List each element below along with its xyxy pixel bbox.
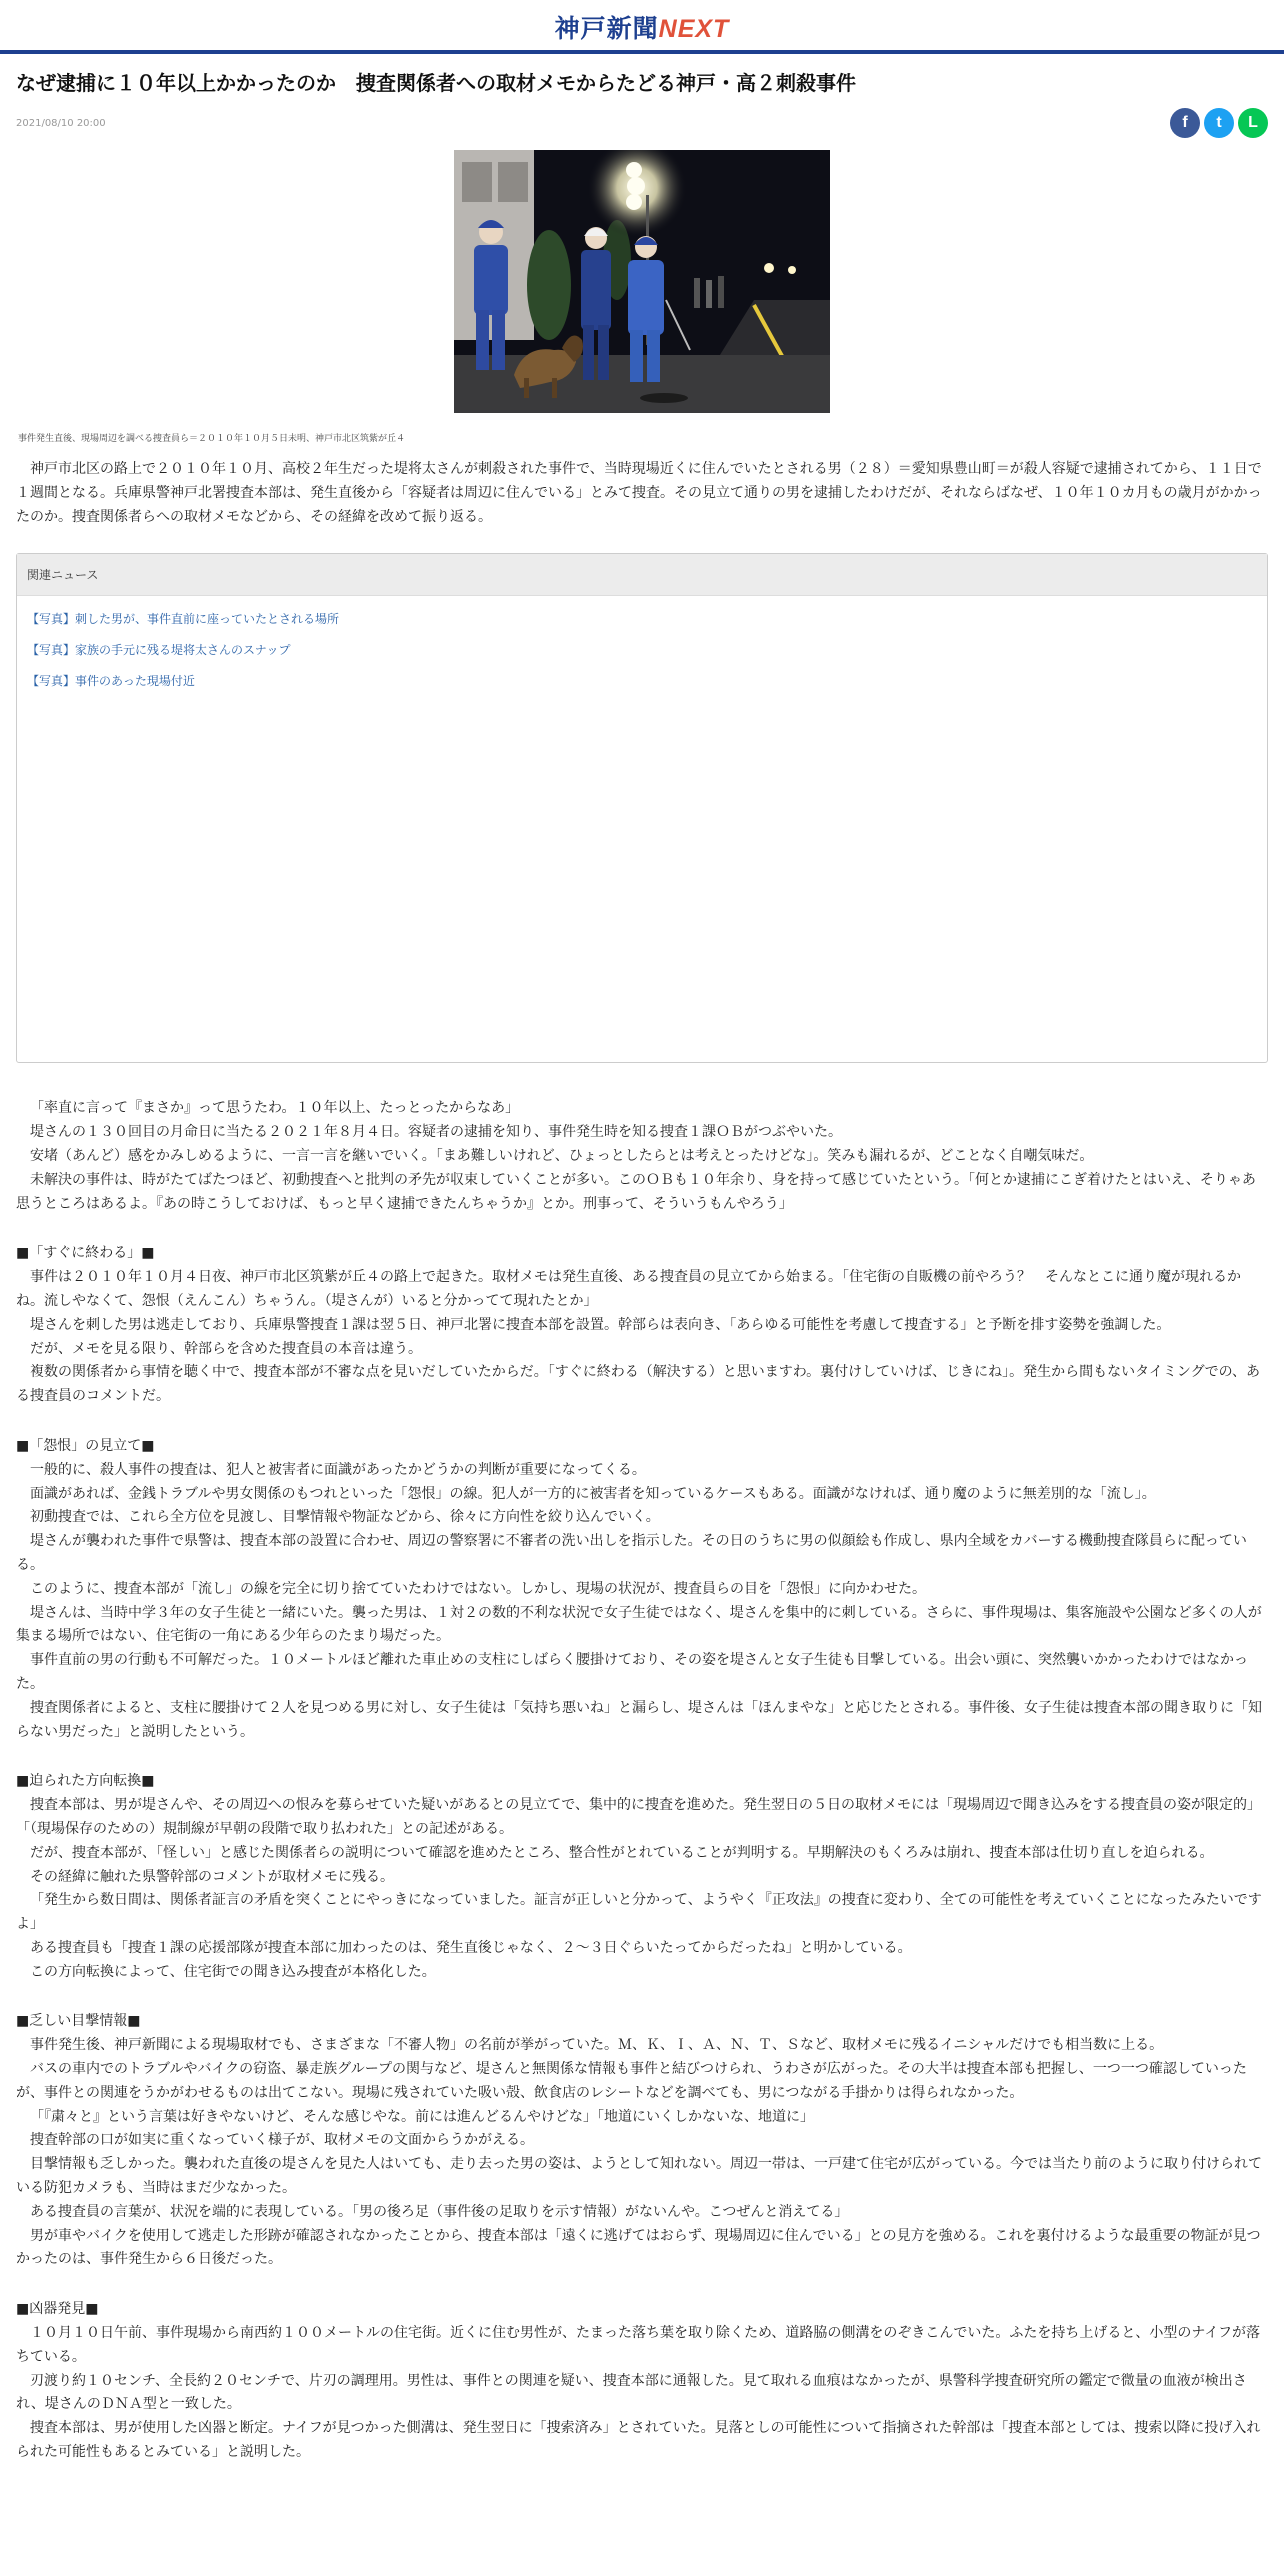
section-heading: ■「すぐに終わる」■ <box>16 1245 155 1262</box>
body-paragraph: 安堵（あんど）感をかみしめるように、一言一言を継いでいく。「まあ難しいけれど、ひょっとしたらとは考えとったけどな」。笑みも漏れるが、どことなく自嘲気味だ。 <box>30 1147 1094 1164</box>
body-paragraph: バスの車内でのトラブルやバイクの窃盗、暴走族グループの関与など、堤さんと無関係な情報も事件と結びつけられ、うわさが広がった。その大半は捜査本部も把握し、一つ一つ確認していったが、事件との関連をうかがわせるものは出てこない。現場に残されていた吸い殻、飲食店のレシートなどを調べても、男につながる手掛かりは得られなかった。 <box>16 2061 1247 2101</box>
body-paragraph: 「率直に言って『まさか』って思うたわ。１０年以上、たっとったからなあ」 <box>30 1100 520 1117</box>
body-paragraph: 事件発生後、神戸新聞による現場取材でも、さまざまな「不審人物」の名前が挙がっていた。Ｍ、Ｋ、Ｉ、Ａ、Ｎ、Ｔ、Ｓなど、取材メモに残るイニシャルだけでも相当数に上る。 <box>30 2037 1164 2054</box>
body-paragraph: ある捜査員の言葉が、状況を端的に表現している。「男の後ろ足（事件後の足取りを示す情報）がないんや。こつぜんと消えてる」 <box>30 2203 849 2220</box>
section-heading: ■「怨恨」の見立て■ <box>16 1437 155 1454</box>
share-buttons <box>1170 108 1268 138</box>
article-title: なぜ逮捕に１０年以上かかったのか 捜査関係者への取材メモからたどる神戸・高２刺殺事件 <box>16 71 856 95</box>
body-paragraph: 捜査関係者によると、支柱に腰掛けて２人を見つめる男に対し、女子生徒は「気持ち悪いね」と漏らし、堤さんは「ほんまやな」と応じたとされる。事件後、女子生徒は捜査本部の聞き取りに「知らない男だった」と説明したという。 <box>16 1699 1262 1740</box>
body-paragraph: だが、メモを見る限り、幹部らを含めた捜査員の本音は違う。 <box>30 1340 422 1357</box>
twitter-share-button[interactable] <box>1204 108 1234 138</box>
related-news-heading: 関連ニュース <box>17 554 1267 596</box>
photo-caption: 事件発生直後、現場周辺を調べる捜査員ら＝２０１０年１０月５日未明、神戸市北区筑紫が丘４ <box>18 434 406 444</box>
body-paragraph: 一般的に、殺人事件の捜査は、犯人と被害者に面識があったかどうかの判断が重要になってくる。 <box>30 1461 646 1478</box>
body-paragraph: その経緯に触れた県警幹部のコメントが取材メモに残る。 <box>30 1868 394 1885</box>
section-heading: ■乏しい目撃情報■ <box>16 2013 141 2030</box>
body-paragraph: この方向転換によって、住宅街での聞き込み捜査が本格化した。 <box>30 1963 436 1980</box>
body-paragraph: 面識があれば、金銭トラブルや男女関係のもつれといった「怨恨」の線。犯人が一方的に被害者を知っているケースもある。面識がなければ、通り魔のように無差別的な「流し」。 <box>30 1485 1156 1502</box>
logo-accent: NEXT <box>658 15 730 43</box>
body-paragraph: 捜査本部は、男が使用した凶器と断定。ナイフが見つかった側溝は、発生翌日に「捜索済み」とされていた。見落としの可能性について指摘された幹部は「捜査本部としては、捜索以降に投げ入れられた可能性もあるとみている」と説明した。 <box>16 2420 1261 2461</box>
body-paragraph: 事件は２０１０年１０月４日夜、神戸市北区筑紫が丘４の路上で起きた。取材メモは発生直後、ある捜査員の見立てから始まる。「住宅街の自販機の前やろう？ そんなとこに通り魔が現れるかね。流しやなくて、怨恨（えんこん）ちゃうん。（堤さんが）いると分かってて現れたとか」 <box>16 1269 1241 1309</box>
site-header <box>0 0 1284 54</box>
related-news-box <box>16 553 1268 1063</box>
body-paragraph: 堤さんを刺した男は逃走しており、兵庫県警捜査１課は翌５日、神戸北署に捜査本部を設置。幹部らは表向き、「あらゆる可能性を考慮して捜査する」と予断を排す姿勢を強調した。 <box>30 1316 1171 1333</box>
line-share-button[interactable] <box>1238 108 1268 138</box>
night-scene-illustration <box>454 150 830 413</box>
body-paragraph: 目撃情報も乏しかった。襲われた直後の堤さんを見た人はいても、走り去った男の姿は、ようとして知れない。周辺一帯は、一戸建て住宅が広がっている。今では当たり前のように取り付けられている防犯カメラも、当時はまだ少なかった。 <box>16 2156 1262 2197</box>
article-photo[interactable] <box>454 150 830 413</box>
body-paragraph: 事件直前の男の行動も不可解だった。１０メートルほど離れた車止めの支柱にしばらく腰掛けており、その姿を堤さんと女子生徒も目撃している。出会い頭に、突然襲いかかったわけではなかった。 <box>16 1652 1248 1692</box>
article-meta <box>16 104 1268 150</box>
body-paragraph: 堤さんの１３０回目の月命日に当たる２０２１年８月４日。容疑者の逮捕を知り、事件発生時を知る捜査１課ＯＢがつぶやいた。 <box>30 1124 842 1141</box>
related-link-1[interactable]: 【写真】刺した男が、事件直前に座っていたとされる場所 <box>27 612 340 627</box>
body-paragraph: このように、捜査本部が「流し」の線を完全に切り捨てていたわけではない。しかし、現場の状況が、捜査員らの目を「怨恨」に向かわせた。 <box>30 1580 926 1597</box>
section-heading: ■凶器発見■ <box>16 2301 99 2318</box>
body-paragraph: 捜査幹部の口が如実に重くなっていく様子が、取材メモの文面からうかがえる。 <box>30 2132 534 2149</box>
section-heading: ■迫られた方向転換■ <box>16 1773 155 1790</box>
body-paragraph: 堤さんは、当時中学３年の女子生徒と一緒にいた。襲った男は、１対２の数的不利な状況で女子生徒ではなく、堤さんを集中的に刺している。さらに、事件現場は、集客施設や公園など多くの人が集まる場所ではない、住宅街の一角にある少年らのたまり場だった。 <box>16 1604 1262 1645</box>
twitter-icon: t <box>1216 114 1222 131</box>
body-paragraph: だが、捜査本部が、「怪しい」と感じた関係者らの説明について確認を進めたところ、整合性がとれていることが判明する。早期解決のもくろみは崩れ、捜査本部は仕切り直しを迫られる。 <box>30 1844 1214 1861</box>
body-paragraph: 男が車やバイクを使用して逃走した形跡が確認されなかったことから、捜査本部は「遠くに逃げてはおらず、現場周辺に住んでいる」との見方を強める。これを裏付けるような最重要の物証が見つかったのは、事件発生から６日後だった。 <box>16 2227 1261 2268</box>
body-paragraph: 「『粛々と』という言葉は好きやないけど、そんな感じやな。前には進んどるんやけどな」「地道にいくしかないな、地道に」 <box>30 2108 814 2125</box>
article-lead: 神戸市北区の路上で２０１０年１０月、高校２年生だった堤将太さんが刺殺された事件で、当時現場近くに住んでいたとされる男（２８）＝愛知県豊山町＝が殺人容疑で逮捕されてから、１１日で１週間となる。兵庫県警神戸北署捜査本部は、発生直後から「容疑者は周辺に住んでいる」とみて捜査。その見立て通りの男を逮捕したわけだが、それならばなぜ、１０年１０カ月もの歳月がかかったのか。捜査関係者らへの取材メモなどから、その経緯を改めて振り返る。 <box>16 461 1262 525</box>
body-paragraph: 刃渡り約１０センチ、全長約２０センチで、片刃の調理用。男性は、事件との関連を疑い、捜査本部に通報した。見て取れる血痕はなかったが、県警科学捜査研究所の鑑定で微量の血液が検出され、堤さんのＤＮＡ型と一致した。 <box>16 2372 1247 2413</box>
body-paragraph: 捜査本部は、男が堤さんや、その周辺への恨みを募らせていた疑いがあるとの見立てで、集中的に捜査を進めた。発生翌日の５日の取材メモには「現場周辺で聞き込みをする捜査員の姿が限定的」「（現場保存のための）規制線が早朝の段階で取り払われた」との記述がある。 <box>16 1797 1262 1837</box>
article-container <box>0 68 1284 2465</box>
body-paragraph: １０月１０日午前、事件現場から南西約１００メートルの住宅街。近くに住む男性が、たまった落ち葉を取り除くため、道路脇の側溝をのぞきこんでいた。ふたを持ち上げると、小型のナイフが落ちている。 <box>16 2325 1261 2365</box>
body-paragraph: 「発生から数日間は、関係者証言の矛盾を突くことにやっきになっていました。証言が正しいと分かって、ようやく『正攻法』の捜査に変わり、全ての可能性を考えていくことになったみたいですよ」 <box>16 1892 1262 1933</box>
related-link-3[interactable]: 【写真】事件のあった現場付近 <box>27 674 195 689</box>
body-paragraph: ある捜査員も「捜査１課の応援部隊が捜査本部に加わったのは、発生直後じゃなく、２～３日ぐらいたってからだったね」と明かしている。 <box>30 1939 912 1956</box>
related-link-2[interactable]: 【写真】家族の手元に残る堤将太さんのスナップ <box>27 643 291 658</box>
body-paragraph: 未解決の事件は、時がたてばたつほど、初動捜査へと批判の矛先が収束していくことが多い。このＯＢも１０年余り、身を持って感じていたという。「何とか逮捕にこぎ着けたとはいえ、そりゃあ思うところはあるよ。『あの時こうしておけば、もっと早く逮捕できたんちゃうか』とか。刑事って、そういうもんやろう」 <box>16 1171 1256 1212</box>
line-icon: L <box>1248 114 1258 131</box>
facebook-share-button[interactable] <box>1170 108 1200 138</box>
article-body <box>16 1097 1268 2464</box>
article-date: 2021/08/10 20:00 <box>16 118 106 129</box>
body-paragraph: 堤さんが襲われた事件で県警は、捜査本部の設置に合わせ、周辺の警察署に不審者の洗い出しを指示した。その日のうちに男の似顔絵も作成し、県内全域をカバーする機動捜査隊員らに配っている。 <box>16 1533 1247 1573</box>
body-paragraph: 複数の関係者から事情を聴く中で、捜査本部が不審な点を見いだしていたからだ。「すぐに終わる（解決する）と思いますわ。裏付けしていけば、じきにね」。発生から間もないタイミングでの、ある捜査員のコメントだ。 <box>16 1364 1261 1405</box>
logo-text: 神戸新聞 <box>554 14 659 43</box>
body-paragraph: 初動捜査では、これら全方位を見渡し、目撃情報や物証などから、徐々に方向性を絞り込んでいく。 <box>30 1509 660 1526</box>
site-logo[interactable] <box>0 9 1284 45</box>
facebook-icon: f <box>1182 114 1188 131</box>
